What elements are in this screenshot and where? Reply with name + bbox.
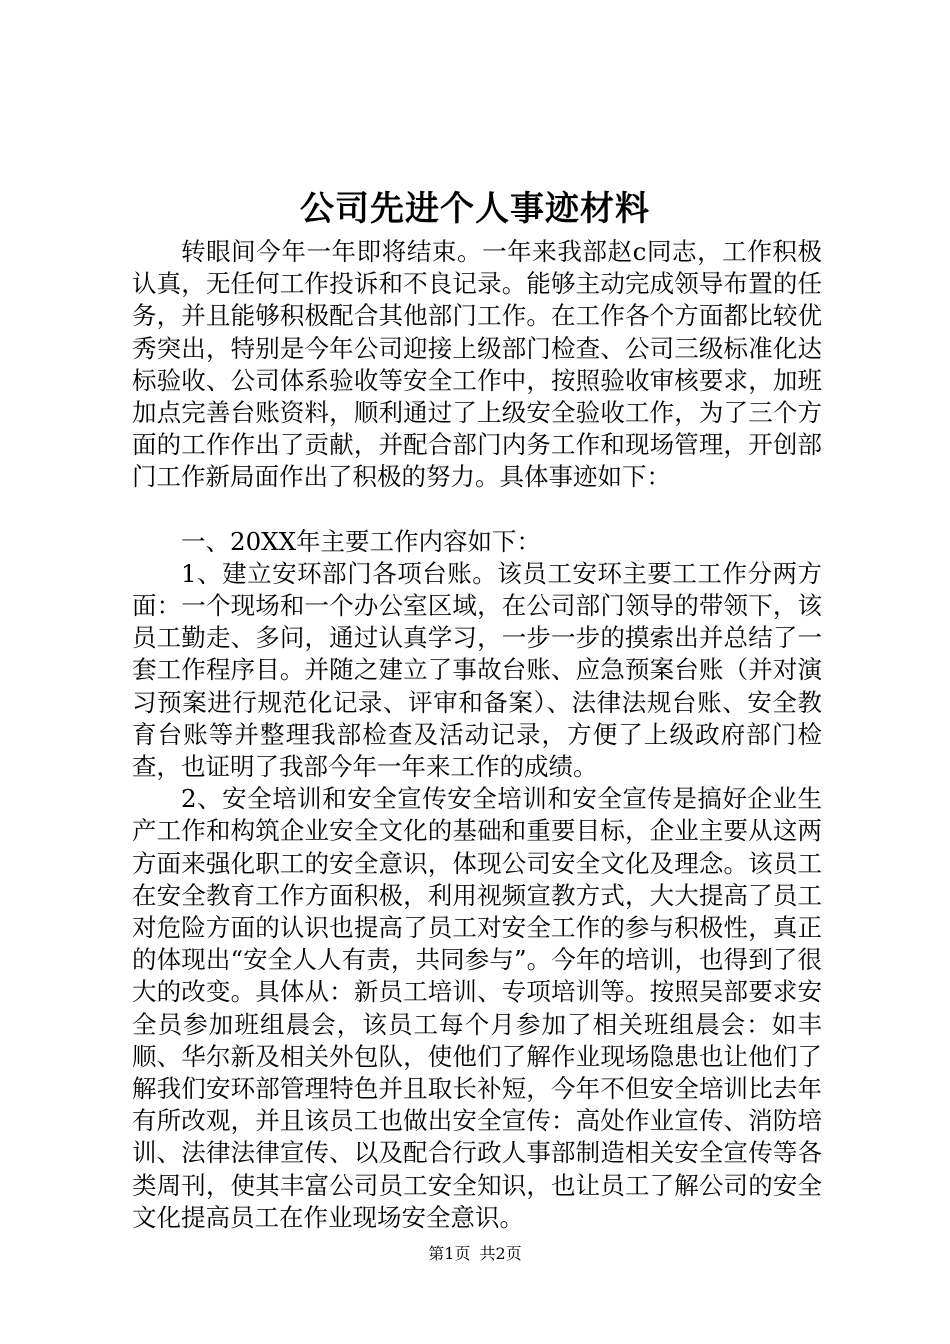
document-title: 公司先进个人事迹材料 [300,189,650,229]
document-body [132,236,822,1234]
paragraph-spacer [132,494,822,526]
item-1-paragraph: 1、建立安环部门各项台账。该员工安环主要工工作分两方面：一个现场和一个办公室区域，在公司部门领导的带领下，该员工勤走、多问，通过认真学习，一步一步的摸索出并总结了一套工作程序目。并随之建立了事故台账、应急预案台账（并对演习预案进行规范化记录、评审和备案）、法律法规台账、安全教育台账等并整理我部检查及活动记录，方便了上级政府部门检查，也证明了我部今年一年来工作的成绩。 [132,558,822,782]
item-2-paragraph: 2、安全培训和安全宣传安全培训和安全宣传是搞好企业生产工作和构筑企业安全文化的基础和重要目标，企业主要从这两方面来强化职工的安全意识，体现公司安全文化及理念。该员工在安全教育工作方面积极，利用视频宣教方式，大大提高了员工对危险方面的认识也提高了员工对安全工作的参与积极性，真正的体现出“安全人人有责，共同参与”。今年的培训，也得到了很大的改变。具体从：新员工培训、专项培训等。按照吴部要求安全员参加班组晨会，该员工每个月参加了相关班组晨会：如丰顺、华尔新及相关外包队，使他们了解作业现场隐患也让他们了解我们安环部管理特色并且取长补短，今年不但安全培训比去年有所改观，并且该员工也做出安全宣传：高处作业宣传、消防培训、法律法律宣传、以及配合行政人事部制造相关安全宣传等各类周刊，使其丰富公司员工安全知识，也让员工了解公司的安全文化提高员工在作业现场安全意识。 [132,784,822,1232]
page-footer [0,1242,950,1266]
page-total: 共2页 [479,1244,522,1263]
intro-paragraph: 转眼间今年一年即将结束。一年来我部赵c同志，工作积极认真，无任何工作投诉和不良记录。能够主动完成领导布置的任务，并且能够积极配合其他部门工作。在工作各个方面都比较优秀突出，特别是今年公司迎接上级部门检查、公司三级标准化达标验收、公司体系验收等安全工作中，按照验收审核要求，加班加点完善台账资料，顺利通过了上级安全验收工作，为了三个方面的工作作出了贡献，并配合部门内务工作和现场管理，开创部门工作新局面作出了积极的努力。具体事迹如下： [132,237,822,492]
page-number: 第1页 [428,1244,471,1263]
section-heading: 一、20XX年主要工作内容如下： [181,526,542,556]
